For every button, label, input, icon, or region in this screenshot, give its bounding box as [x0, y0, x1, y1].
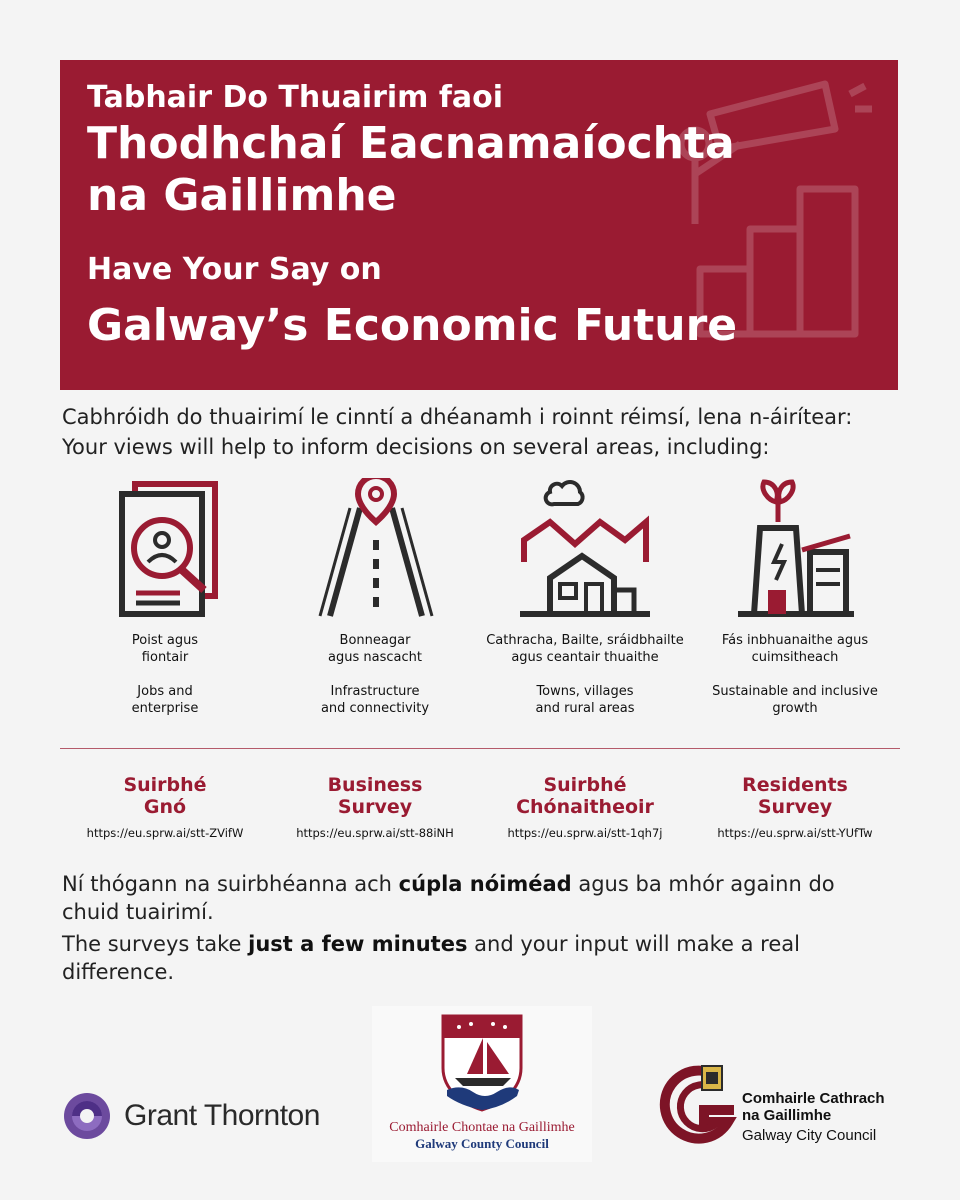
area-towns-en-line-2: and rural areas — [535, 701, 635, 716]
county-name-en: Galway County Council — [415, 1136, 549, 1151]
survey-residents-ga[interactable] — [480, 774, 690, 840]
survey-title-line-1: Business — [327, 774, 423, 796]
focus-areas — [60, 478, 900, 728]
area-jobs — [60, 478, 270, 717]
survey-title-line-1: Residents — [742, 774, 848, 796]
note-text: agus ba mhór againn do chuid tuairimí. — [62, 872, 835, 924]
city-name-en: Galway City Council — [742, 1127, 877, 1144]
note-text: and your input will make a real difference. — [62, 932, 800, 984]
grant-thornton-logo — [62, 1090, 320, 1142]
survey-url[interactable]: https://eu.sprw.ai/stt-1qh7j — [507, 826, 663, 840]
survey-title-line-2: Survey — [757, 796, 833, 818]
area-towns-ga — [480, 632, 690, 666]
header-title-ga-line-2: na Gaillimhe — [87, 170, 397, 221]
survey-business-en[interactable] — [270, 774, 480, 840]
header-line-3: Have Your Say on — [87, 252, 382, 287]
survey-title-line-2: Chónaitheoir — [516, 796, 654, 818]
survey-title-line-2: Gnó — [143, 796, 187, 818]
survey-title-line-1: Suirbhé — [123, 774, 207, 796]
duration-note-ga — [62, 870, 872, 926]
grant-thornton-icon — [62, 1091, 112, 1141]
survey-title-line-2: Survey — [337, 796, 413, 818]
intro-ga: Cabhróidh do thuairimí le cinntí a dhéanamh i roinnt réimsí, lena n-áirítear: — [62, 405, 853, 429]
area-towns-en — [480, 683, 690, 717]
area-infrastructure-ga-line-2: agus nascacht — [328, 650, 422, 665]
galway-city-council-logo — [658, 1060, 908, 1150]
header-title-en: Galway’s Economic Future — [87, 300, 738, 351]
city-council-text — [742, 1090, 885, 1146]
survey-url[interactable]: https://eu.sprw.ai/stt-ZVifW — [86, 826, 244, 840]
area-jobs-en-line-1: Jobs and — [137, 684, 193, 699]
county-name-ga: Comhairle Chontae na Gaillimhe — [389, 1120, 575, 1135]
survey-url[interactable]: https://eu.sprw.ai/stt-YUfTw — [717, 826, 873, 840]
header-title-ga — [87, 118, 735, 222]
village-icon — [520, 478, 650, 618]
road-pin-icon — [310, 478, 440, 618]
survey-business-ga[interactable] — [60, 774, 270, 840]
survey-title — [60, 774, 270, 820]
area-growth — [690, 478, 900, 717]
area-jobs-en — [60, 683, 270, 717]
city-name-ga-line-1: Comhairle Cathrach — [742, 1090, 885, 1107]
header-title-ga-line-1: Thodhchaí Eacnamaíochta — [87, 118, 735, 169]
area-infrastructure — [270, 478, 480, 717]
city-name-ga-line-2: na Gaillimhe — [742, 1107, 832, 1124]
area-growth-en — [690, 683, 900, 717]
header-line-1: Tabhair Do Thuairim faoi — [87, 80, 504, 115]
galway-county-council-logo — [372, 1006, 592, 1162]
note-emphasis: cúpla nóiméad — [398, 872, 572, 896]
job-search-icon — [100, 478, 230, 618]
survey-url[interactable]: https://eu.sprw.ai/stt-88iNH — [296, 826, 454, 840]
duration-note-en — [62, 930, 872, 986]
area-infrastructure-en-line-1: Infrastructure — [330, 684, 420, 699]
area-infrastructure-en — [270, 683, 480, 717]
note-text: Ní thógann na suirbhéanna ach — [62, 872, 399, 896]
area-towns-en-line-1: Towns, villages — [536, 684, 634, 699]
area-infrastructure-ga — [270, 632, 480, 666]
survey-title — [690, 774, 900, 820]
section-divider — [60, 748, 900, 749]
county-crest-icon — [439, 1012, 525, 1112]
survey-title — [480, 774, 690, 820]
survey-residents-en[interactable] — [690, 774, 900, 840]
survey-title — [270, 774, 480, 820]
area-growth-ga-line-1: Fás inbhuanaithe agus — [721, 633, 869, 648]
city-g-emblem-icon — [658, 1064, 742, 1148]
note-text: The surveys take — [62, 932, 249, 956]
area-towns-ga-line-1: Cathracha, Bailte, sráidbhailte — [486, 633, 684, 648]
intro-text — [62, 402, 852, 462]
area-jobs-en-line-2: enterprise — [131, 701, 199, 716]
area-infrastructure-en-line-2: and connectivity — [320, 701, 430, 716]
area-growth-en-line-2: growth — [772, 701, 818, 716]
area-towns — [480, 478, 690, 717]
area-jobs-ga-line-1: Poist agus — [131, 633, 199, 648]
area-jobs-ga-line-2: fiontair — [141, 650, 189, 665]
area-infrastructure-ga-line-1: Bonneagar — [339, 633, 411, 648]
area-growth-ga-line-2: cuimsitheach — [751, 650, 839, 665]
area-jobs-ga — [60, 632, 270, 666]
header-banner — [60, 60, 898, 390]
note-emphasis: just a few minutes — [248, 932, 468, 956]
green-energy-icon — [730, 478, 860, 618]
intro-en: Your views will help to inform decisions on several areas, including: — [62, 435, 770, 459]
area-towns-ga-line-2: agus ceantair thuaithe — [511, 650, 659, 665]
survey-title-line-1: Suirbhé — [543, 774, 627, 796]
area-growth-en-line-1: Sustainable and inclusive — [712, 684, 878, 699]
grant-thornton-name: Grant Thornton — [124, 1099, 320, 1132]
area-growth-ga — [690, 632, 900, 666]
